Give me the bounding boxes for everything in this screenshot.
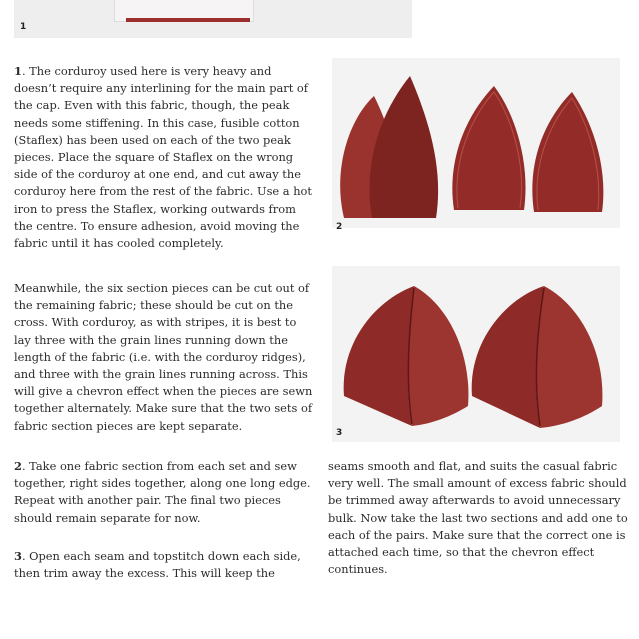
step-2-number: 2 xyxy=(14,459,22,473)
figure-3-photo xyxy=(332,266,620,442)
paragraph-meanwhile xyxy=(14,280,314,435)
figure-1-label: 1 xyxy=(20,22,27,32)
figure-2-photo xyxy=(332,58,620,228)
paragraph-1 xyxy=(14,63,314,252)
meanwhile-text: Meanwhile, the six section pieces can be cut out of the remaining fabric; these should be cut on the cross. With corduroy, as with stripes, it is best to lay three with the grain lines running down the length of the fabric (i.e. with the corduroy ridges), and three with the grain lines running across. This will give a chevron effect when the pieces are sewn together alternately. Make sure that the two sets of fabric section pieces are kept separate. xyxy=(14,281,313,433)
step-2-text: . Take one fabric section from each set and sew together, right sides together, along one long edge. Repeat with another pair. The final two pieces should remain separate for now. xyxy=(14,459,311,525)
fabric-edge xyxy=(126,18,250,22)
paragraph-3 xyxy=(14,548,314,582)
figure-3-label: 3 xyxy=(336,428,343,438)
peak-pieces-illustration xyxy=(332,58,620,228)
figure-1-photo xyxy=(14,0,412,38)
figure-2-label: 2 xyxy=(336,222,343,232)
step-1-number: 1 xyxy=(14,64,22,78)
step-3-continued-text: seams smooth and flat, and suits the casual fabric very well. The small amount of excess fabric should be trimmed away afterwards to avoid unnecessary bulk. Now take the last two sections and add one to each of the pairs. Make sure that the correct one is attached each time, so that the chevron effect continues. xyxy=(328,459,628,577)
sewn-pairs-illustration xyxy=(332,266,620,442)
step-3-text: . Open each seam and topstitch down each side, then trim away the excess. This will keep the xyxy=(14,549,301,581)
paragraph-3-continued xyxy=(328,458,628,578)
paragraph-2 xyxy=(14,458,314,527)
step-1-text: . The corduroy used here is very heavy and doesn’t require any interlining for the main part of the cap. Even with this fabric, though, the peak needs some stiffening. In this case, fusible cotton (Staflex) has been used on each of the two peak pieces. Place the square of Staflex on the wrong side of the corduroy at one end, and cut away the corduroy here from the rest of the fabric. Use a hot iron to press the Staflex, working outwards from the centre. To ensure adhesion, avoid moving the fabric until it has cooled completely. xyxy=(14,64,312,251)
step-3-number: 3 xyxy=(14,549,22,563)
